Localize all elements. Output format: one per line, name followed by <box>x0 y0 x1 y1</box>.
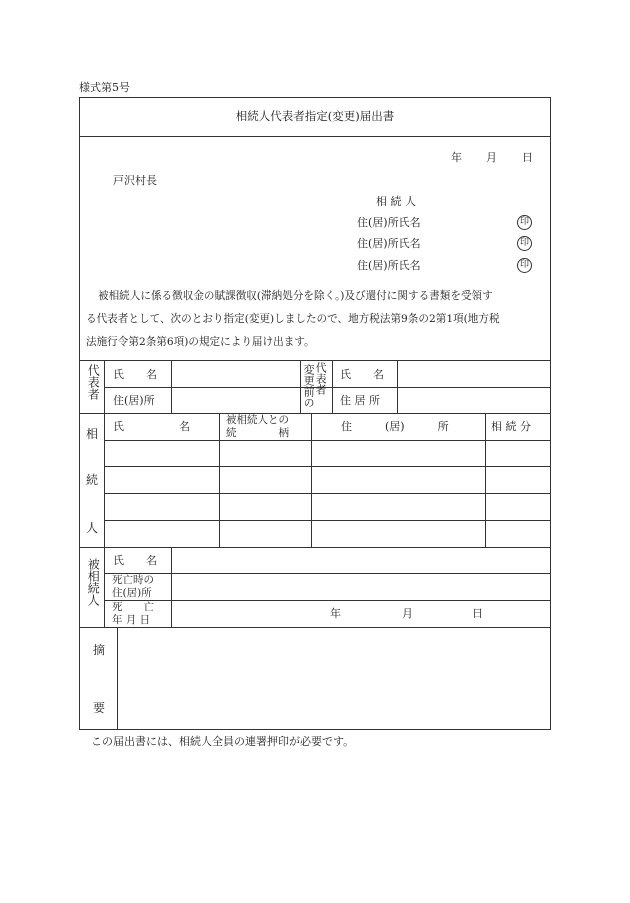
col-divider <box>104 360 105 413</box>
col-divider <box>311 413 312 547</box>
col-divider <box>171 360 172 413</box>
col-divider <box>397 360 398 413</box>
footer-note: この届出書には、相続人全員の連署押印が必要です。 <box>91 735 355 748</box>
deceased-address-label-2: 住(居)所 <box>112 587 152 599</box>
before-address-label: 住 居 所 <box>340 394 380 407</box>
heirs-header-relation-1: 被相続人との <box>226 414 289 426</box>
deceased-date-label-1: 死 亡 <box>112 601 154 613</box>
row-divider <box>104 520 551 521</box>
heirs-header-address: 住 (居) 所 <box>341 420 449 433</box>
col-divider <box>485 413 486 547</box>
date-year: 年 <box>451 151 462 164</box>
heirs-header-name: 氏 名 <box>113 420 190 433</box>
heirs-label: 相 続 人 <box>376 195 416 208</box>
representative-label: 代表者 <box>86 364 101 400</box>
seal-icon: 印 <box>517 215 532 230</box>
col-divider <box>104 413 105 547</box>
heir-address-name-3: 住(居)所氏名 <box>357 259 421 272</box>
section-divider <box>79 547 551 548</box>
before-change-label: 変更前の <box>302 364 316 408</box>
section-divider <box>79 360 551 361</box>
col-divider <box>300 360 301 413</box>
addressee: 戸沢村長 <box>113 174 157 187</box>
row-divider <box>104 440 551 441</box>
heirs-header-share: 相 続 分 <box>491 420 531 433</box>
date-day: 日 <box>522 151 533 164</box>
form-title: 相続人代表者指定(変更)届出書 <box>235 109 395 123</box>
deceased-year: 年 <box>330 607 341 620</box>
deceased-month: 月 <box>402 607 413 620</box>
before-name-label: 氏 名 <box>340 368 384 381</box>
heirs-side-char-3: 人 <box>86 521 99 535</box>
col-divider <box>219 413 220 547</box>
deceased-label: 被相続人 <box>86 558 101 606</box>
body-line-1: 被相続人に係る徴収金の賦課徴収(滞納処分を除く。)及び還付に関する書類を受領す <box>98 290 493 302</box>
heirs-side-char-2: 続 <box>86 473 99 487</box>
body-line-2: る代表者として、次のとおり指定(変更)しましたので、地方税法第9条の2第1項(地方税 <box>86 313 500 325</box>
deceased-date-label-2: 年 月 日 <box>112 614 151 626</box>
representative-name-label: 氏 名 <box>113 368 157 381</box>
col-divider <box>104 547 105 627</box>
row-divider <box>104 493 551 494</box>
seal-icon: 印 <box>517 236 532 251</box>
heir-address-name-2: 住(居)所氏名 <box>357 237 421 250</box>
col-divider <box>117 627 118 730</box>
before-change-suffix: 代表者 <box>314 362 328 395</box>
heirs-side-char-1: 相 <box>86 427 99 441</box>
heir-address-name-1: 住(居)所氏名 <box>357 216 421 229</box>
deceased-name-label: 氏 名 <box>113 554 157 567</box>
seal-icon: 印 <box>517 258 532 273</box>
heirs-header-relation-2: 続 柄 <box>226 427 289 439</box>
col-divider <box>171 547 172 627</box>
row-divider <box>104 466 551 467</box>
remarks-top: 摘 <box>93 643 106 657</box>
body-line-3: 法施行令第2条第6項)の規定により届け出ます。 <box>86 336 315 348</box>
section-divider <box>79 627 551 628</box>
deceased-address-label-1: 死亡時の <box>112 574 154 586</box>
col-divider <box>332 360 333 413</box>
deceased-day: 日 <box>472 607 483 620</box>
title-divider <box>79 136 551 137</box>
form-number: 様式第5号 <box>79 81 130 94</box>
representative-address-label: 住(居)所 <box>113 394 155 407</box>
remarks-bottom: 要 <box>93 701 106 715</box>
section-divider <box>79 413 551 414</box>
date-month: 月 <box>486 151 497 164</box>
